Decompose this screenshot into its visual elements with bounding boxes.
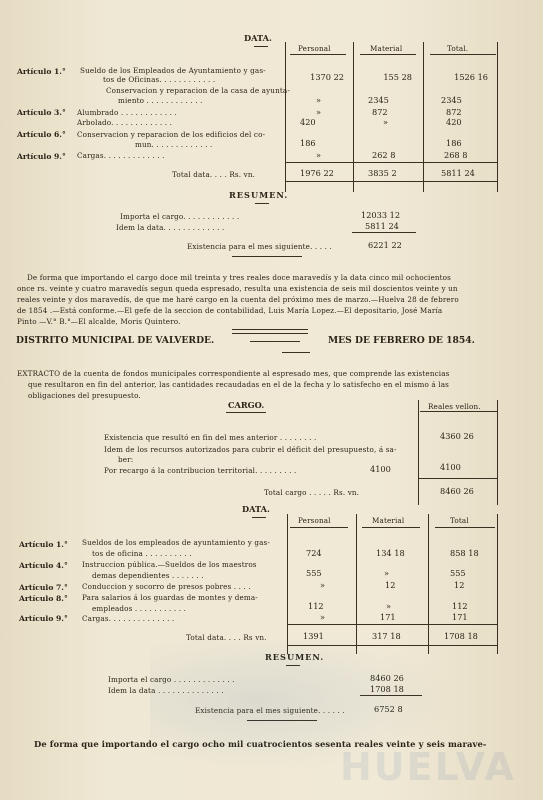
total-personal: 1391: [303, 631, 324, 641]
intro-line: obligaciones del presupuesto.: [28, 391, 141, 400]
header-rule: [290, 527, 348, 528]
cell-personal: 186: [300, 138, 316, 148]
header-rule: [435, 527, 495, 528]
cell-personal: 724: [306, 548, 322, 558]
title-rule: [252, 517, 266, 518]
column-rule: [497, 514, 498, 654]
paragraph-line: once rs. veinte y cuatro maravedís segun queda espresado, resulta una existencia de seis mil doscientos veinte y un: [17, 284, 458, 293]
row-desc: Alumbrado . . . . . . . . . . . .: [77, 108, 177, 117]
total-total: 5811 24: [441, 168, 475, 178]
cargo-row-label: ber:: [118, 455, 134, 464]
row-desc: mun. . . . . . . . . . . . .: [135, 140, 213, 149]
cell-material: 872: [372, 107, 388, 117]
row-desc: empleados . . . . . . . . . . .: [92, 604, 187, 613]
cargo-row-value: 4360 26: [440, 431, 474, 441]
cell-total: 268 8: [444, 150, 468, 160]
watermark-text: HUELVA: [340, 745, 516, 789]
total-material: 317 18: [372, 631, 401, 641]
header-material: Material: [372, 516, 405, 525]
cell-material: 171: [380, 612, 396, 622]
header-rule: [282, 352, 310, 353]
header-rule: [430, 54, 496, 55]
cell-total: 171: [452, 612, 468, 622]
month-title: MES DE FEBRERO DE 1854.: [328, 335, 475, 346]
article-label: Artículo 9.°: [17, 152, 66, 161]
data-title: DATA.: [244, 33, 272, 43]
cell-material: 134 18: [376, 548, 405, 558]
cell-personal: »: [316, 95, 322, 105]
district-title: DISTRITO MUNICIPAL DE VALVERDE.: [16, 335, 215, 346]
header-rule: [360, 54, 416, 55]
importa-label: Importa el cargo. . . . . . . . . . . .: [120, 212, 240, 221]
cell-total: 2345: [441, 95, 462, 105]
cell-material: 262 8: [372, 150, 396, 160]
header-rule: [250, 341, 300, 342]
idem-label: Idem la data . . . . . . . . . . . . . .: [108, 686, 224, 695]
section-rule: [232, 256, 302, 257]
total-personal: 1976 22: [300, 168, 334, 178]
total-label: Total data. . . . Rs vn.: [186, 633, 267, 642]
article-label: Artículo 6.°: [17, 130, 66, 139]
intro-line: EXTRACTO de la cuenta de fondos municipales correspondiente al espresado mes, que comprende las existencias: [17, 369, 450, 378]
cell-total: 555: [450, 568, 466, 578]
existencia-label: Existencia para el mes siguiente. . . . . .: [195, 706, 345, 715]
cell-personal: 112: [308, 601, 324, 611]
header-total: Total: [450, 516, 469, 525]
cell-personal: 1370 22: [310, 72, 344, 82]
existencia-value: 6221 22: [368, 240, 402, 250]
total-rule: [419, 478, 497, 479]
article-label: Artículo 4.°: [19, 561, 68, 570]
row-desc: Cargas. . . . . . . . . . . . . .: [82, 614, 175, 623]
cell-personal: »: [320, 612, 326, 622]
resumen-title: RESUMEN.: [265, 652, 325, 662]
article-label: Artículo 1.°: [17, 67, 66, 76]
total-label: Total data. . . . Rs. vn.: [172, 170, 256, 179]
total-rule: [286, 181, 497, 182]
cargo-inner-value: 4100: [370, 464, 391, 474]
row-desc: Para salarios á los guardas de montes y dema-: [82, 593, 258, 602]
paragraph-line: de 1854 .—Está conforme.—El gefe de la seccion de contabilidad, Luis María Lopez.—El depositario, José María: [17, 306, 443, 315]
header-material: Material: [370, 44, 403, 53]
total-rule: [286, 162, 497, 163]
paragraph-line: De forma que importando el cargo ocho mil cuatrocientos sesenta reales veinte y seis marave-: [34, 739, 487, 749]
cell-personal: »: [320, 580, 326, 590]
row-desc: Conservacion y reparacion de la casa de ayunta-: [106, 86, 290, 95]
existencia-value: 6752 8: [374, 704, 403, 714]
cell-total: 12: [454, 580, 465, 590]
title-rule: [254, 46, 268, 47]
header-personal: Personal: [298, 44, 331, 53]
paragraph-line: Pinto —V.° B.°—El alcalde, Moris Quintero.: [17, 317, 181, 326]
row-desc: Cargas. . . . . . . . . . . . .: [77, 151, 165, 160]
importa-value: 8460 26: [370, 673, 404, 683]
column-rule: [423, 42, 424, 192]
cell-personal: 555: [306, 568, 322, 578]
row-desc: Sueldos de los empleados de ayuntamiento y gas-: [82, 538, 270, 547]
idem-value: 1708 18: [370, 684, 404, 694]
cargo-row-label: Idem de los recursos autorizados para cubrir el déficit del presupuesto, á sa-: [104, 445, 397, 454]
idem-label: Idem la data. . . . . . . . . . . . .: [116, 223, 225, 232]
cell-personal: »: [316, 107, 322, 117]
row-desc: miento . . . . . . . . . . . .: [118, 96, 203, 105]
importa-value: 12033 12: [361, 210, 401, 220]
total-rule: [288, 624, 497, 625]
idem-value: 5811 24: [365, 221, 399, 231]
row-desc: Conservacion y reparacion de los edificios del co-: [77, 130, 266, 139]
cargo-row-label: Por recargo á la contribucion territorial. . . . . . . . .: [104, 466, 297, 475]
column-rule: [285, 42, 286, 192]
cell-total: 420: [446, 117, 462, 127]
double-rule: [232, 329, 308, 334]
title-rule: [226, 412, 266, 413]
data-title: DATA.: [242, 504, 270, 514]
row-desc: Arbolado. . . . . . . . . . . . .: [77, 118, 173, 127]
cell-total: 872: [446, 107, 462, 117]
sum-rule: [352, 232, 416, 233]
column-rule: [287, 514, 288, 654]
paragraph-line: De forma que importando el cargo doce mil treinta y tres reales doce maravedís y la data cinco mil ochocientos: [27, 273, 451, 282]
cell-material: »: [384, 568, 390, 578]
existencia-label: Existencia para el mes siguiente. . . . .: [187, 242, 332, 251]
total-total: 1708 18: [444, 631, 478, 641]
row-desc: tos de oficina . . . . . . . . . .: [92, 549, 192, 558]
header-total: Total.: [447, 44, 469, 53]
cell-material: »: [383, 117, 389, 127]
cargo-row-label: Existencia que resultó en fin del mes anterior . . . . . . . .: [104, 433, 317, 442]
header-rule: [420, 411, 498, 412]
article-label: Artículo 8.°: [19, 594, 68, 603]
row-desc: Conduccion y socorro de presos pobres . . . .: [82, 582, 251, 591]
cell-personal: 420: [300, 117, 316, 127]
importa-label: Importa el cargo . . . . . . . . . . . . .: [108, 675, 235, 684]
cargo-total-label: Total cargo . . . . . Rs. vn.: [264, 488, 360, 497]
cell-total: 1526 16: [454, 72, 488, 82]
article-label: Artículo 9.°: [19, 614, 68, 623]
column-rule: [497, 42, 498, 192]
cell-total: 186: [446, 138, 462, 148]
cargo-col-header: Reales vellon.: [428, 402, 481, 411]
intro-line: que resultaron en fin del anterior, las cantidades recaudadas en el de la fecha y lo satisfecho en el mismo á las: [28, 380, 449, 389]
column-rule: [353, 42, 354, 192]
row-desc: Instruccion pública.—Sueldos de los maestros: [82, 560, 257, 569]
cell-material: 2345: [368, 95, 389, 105]
header-rule: [290, 54, 346, 55]
cargo-row-value: 4100: [440, 462, 461, 472]
column-rule: [418, 400, 419, 505]
article-label: Artículo 1.°: [19, 540, 68, 549]
header-rule: [362, 527, 420, 528]
header-personal: Personal: [298, 516, 331, 525]
cell-material: 12: [385, 580, 396, 590]
column-rule: [497, 400, 498, 505]
column-rule: [356, 514, 357, 654]
cell-total: 112: [452, 601, 468, 611]
cargo-total-value: 8460 26: [440, 486, 474, 496]
cell-total: 858 18: [450, 548, 479, 558]
article-label: Artículo 3.°: [17, 108, 66, 117]
total-material: 3835 2: [368, 168, 397, 178]
row-desc: Sueldo de los Empleados de Ayuntamiento y gas-: [80, 66, 266, 75]
cell-material: 155 28: [383, 72, 412, 82]
cell-material: »: [386, 601, 392, 611]
row-desc: demas dependientes . . . . . . .: [92, 571, 204, 580]
cell-personal: »: [316, 150, 322, 160]
row-desc: tos de Oficinas. . . . . . . . . . . .: [103, 75, 216, 84]
article-label: Artículo 7.°: [19, 583, 68, 592]
cargo-title: CARGO.: [228, 400, 265, 410]
column-rule: [428, 514, 429, 654]
resumen-title: RESUMEN.: [229, 190, 289, 200]
paragraph-line: reales veinte y dos maravedís, de que me haré cargo en la cuenta del próximo mes de marzo.—Huelva 28 de febrero: [17, 295, 459, 304]
title-rule: [255, 203, 269, 204]
